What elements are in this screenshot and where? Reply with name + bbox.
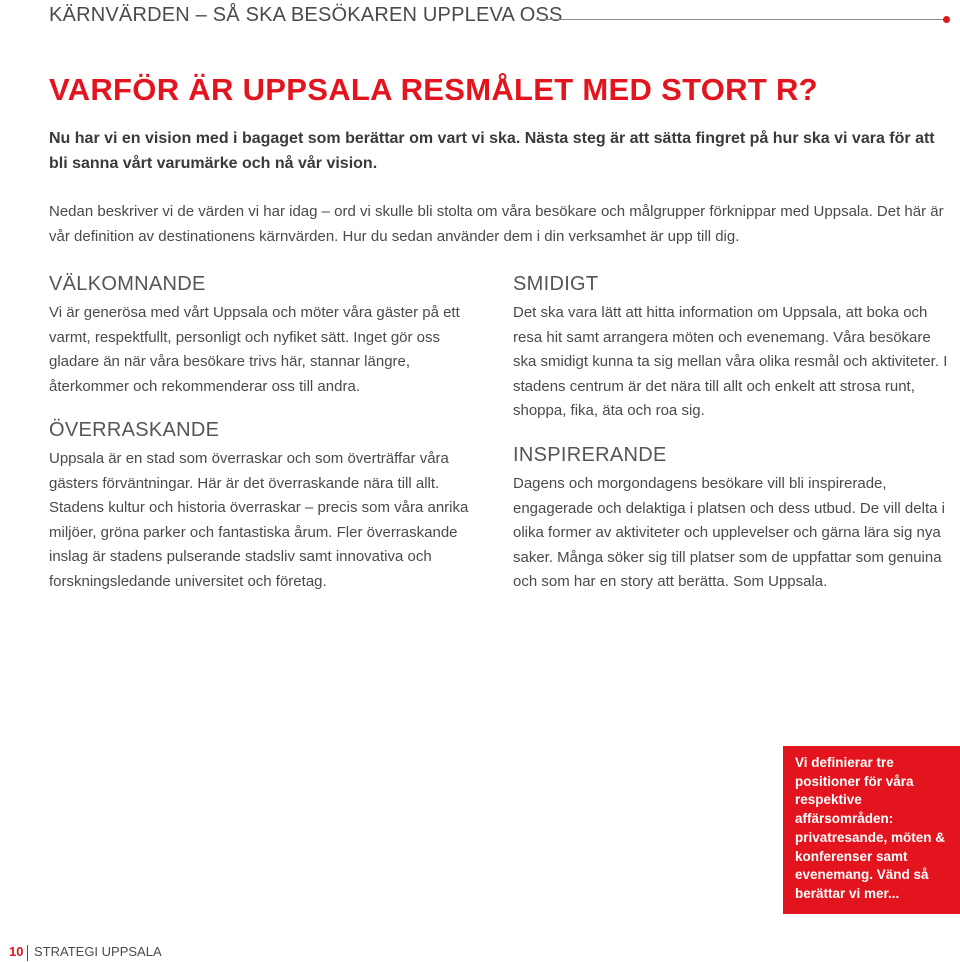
section-body: Det ska vara lätt att hitta information om Uppsala, att boka och resa hit samt arrangera möten och evenemang. Våra besökare ska smidigt kunna ta sig mellan våra olika resmål och aktiviteter. I stadens centrum är det nära till allt och enkelt att strosa runt, shoppa, fika, äta och roa sig. [513,304,948,419]
section-valkomnande [49,272,479,399]
section-heading: INSPIRERANDE [513,444,667,466]
page-number: 10 [9,944,24,959]
header-rule [536,19,946,20]
footer-label: STRATEGI UPPSALA [34,944,162,959]
section-inspirerande [513,443,953,595]
section-overraskande [49,418,479,594]
page-footer [0,944,200,962]
callout-box [783,746,960,914]
header-dot-icon [943,16,950,23]
section-body: Vi är generösa med vårt Uppsala och möter våra gäster på ett varmt, respektfullt, personligt och nyfiket sätt. Inget gör oss gladare än när våra besökare trivs här, stannar längre, återkommer och rekommenderar oss till andra. [49,304,460,395]
section-heading: VÄLKOMNANDE [49,273,206,295]
section-smidigt [513,272,953,424]
intro-paragraph: Nedan beskriver vi de värden vi har idag – ord vi skulle bli stolta om våra besökare och målgrupper förknippar med Uppsala. Det här är vår definition av destinationens kärnvärden. Hur du sedan använder dem i din verksamhet är upp till dig. [49,203,944,245]
page-title: VARFÖR ÄR UPPSALA RESMÅLET MED STORT R? [49,72,818,107]
callout-text: Vi definierar tre positioner för våra respektive affärsområden: privatresande, möten & konferenser samt evenemang. Vänd så berättar vi mer... [795,755,946,901]
header-title: KÄRNVÄRDEN – SÅ SKA BESÖKAREN UPPLEVA OSS [49,4,563,26]
section-heading: SMIDIGT [513,273,599,295]
section-body: Uppsala är en stad som överraskar och som överträffar våra gästers förväntningar. Här är det överraskande nära till allt. Stadens kultur och historia överraskar – precis som våra anrika miljöer, gröna parker och fantastiska årum. Fler överraskande inslag är stadens pulserande stadsliv samt innovativa och forskningsledande universitet och företag. [49,450,469,590]
lead-paragraph: Nu har vi en vision med i bagaget som berättar om vart vi ska. Nästa steg är att sätta fingret på hur ska vi vara för att bli sanna vårt varumärke och nå vår vision. [49,130,935,172]
footer-divider [27,945,28,961]
section-heading: ÖVERRASKANDE [49,419,220,441]
section-body: Dagens och morgondagens besökare vill bli inspirerade, engagerade och delaktiga i platsen och dess utbud. De vill delta i olika former av aktiviteter och upplevelser och gärna lära sig nya saker. Många söker sig till platser som de uppfattar som genuina och som har en story att berätta. Som Uppsala. [513,475,945,590]
